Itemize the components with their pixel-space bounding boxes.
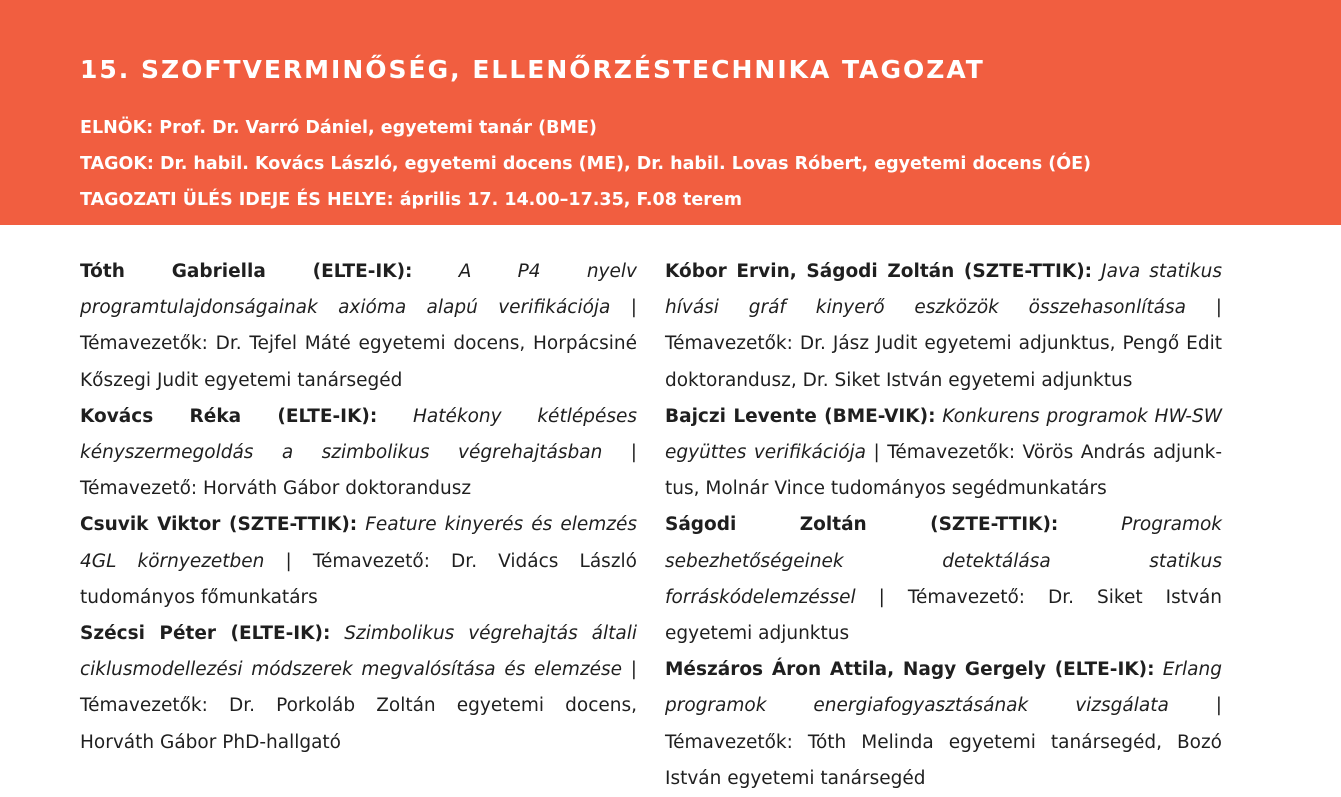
chair-line	[80, 116, 597, 140]
presentation-entry	[80, 399, 637, 508]
presentation-entry	[80, 254, 637, 399]
presentation-entry	[80, 616, 637, 761]
entry-author: Szécsi Péter (ELTE-IK):	[80, 623, 331, 645]
entry-supervisors: | Témavezetők: Vörös András adjunktus, Molnár Vince tudományos segédmunkatárs	[665, 442, 1222, 500]
entry-author: Mészáros Áron Attila, Nagy Gergely (ELTE-IK):	[665, 659, 1155, 681]
section-title: 15. SZOFTVERMINŐSÉG, ELLENŐRZÉSTECHNIKA TAGOZAT	[80, 55, 985, 84]
presentation-entry	[665, 399, 1222, 508]
chair-value: Prof. Dr. Varró Dániel, egyetemi tanár (BME)	[159, 118, 597, 138]
entry-author: Tóth Gabriella (ELTE-IK):	[80, 261, 413, 282]
entry-author: Ságodi Zoltán (SZTE-TTIK):	[665, 514, 1059, 536]
entry-supervisors: | Témavezető: Dr. Siket István egyetemi adjunktus	[665, 586, 1222, 645]
entry-title: Konkurens programok HW-SW együttes verifikációja	[665, 405, 1223, 464]
entry-title: Feature kinyerés és elemzés 4GL környezetben	[80, 514, 637, 572]
entry-title: Hatékony kétlépéses kényszermegoldás a szimbolikus végrehajtásban	[80, 405, 638, 464]
entry-supervisors: | Témavezetők: Dr. Tejfel Máté egyetemi docens, Horpácsiné Kőszegi Judit egyetemi tanársegéd	[80, 297, 637, 391]
entry-title: Programok sebezhetőségeinek detektálása statikus forráskódelemzéssel	[665, 514, 1222, 608]
entry-supervisors: | Témavezető: Dr. Vidács László tudományos főmunkatárs	[80, 550, 637, 608]
session-label: TAGOZATI ÜLÉS IDEJE ÉS HELYE:	[80, 190, 394, 210]
presentation-entry	[665, 254, 1222, 399]
entry-supervisors: | Témavezetők: Tóth Melinda egyetemi tanársegéd, Bozó István egyetemi tanársegéd	[665, 695, 1222, 789]
members-label: TAGOK:	[80, 154, 154, 174]
entry-author: Csuvik Viktor (SZTE-TTIK):	[80, 514, 358, 536]
entry-supervisors: | Témavezetők: Dr. Porkoláb Zoltán egyetemi docens, Horváth Gábor PhD-hallgató	[80, 659, 637, 753]
members-line	[80, 152, 1091, 176]
entry-supervisors: | Témavezető: Horváth Gábor doktorandusz	[80, 442, 637, 500]
entry-title: Java statikus hívási gráf kinyerő eszközök összehasonlítása	[665, 261, 1222, 319]
presentation-entry	[80, 507, 637, 616]
entry-supervisors: | Témavezetők: Dr. Jász Judit egyetemi adjunktus, Pengő Edit doktorandusz, Dr. Siket István egyetemi adjunktus	[665, 297, 1222, 391]
session-line	[80, 188, 742, 212]
left-column	[80, 254, 637, 761]
presentation-entry	[665, 652, 1222, 797]
entry-author: Kóbor Ervin, Ságodi Zoltán (SZTE-TTIK):	[665, 261, 1093, 282]
members-value: Dr. habil. Kovács László, egyetemi docens (ME), Dr. habil. Lovas Róbert, egyetemi docens (ÓE)	[160, 154, 1092, 174]
entry-author: Bajczi Levente (BME-VIK):	[665, 405, 936, 427]
section-header	[0, 0, 1341, 225]
right-column	[665, 254, 1222, 797]
session-value: április 17. 14.00–17.35, F.08 terem	[399, 190, 742, 210]
entry-title: Szimbolikus végrehajtás általi ciklusmodellezési módszerek megvalósítása és elemzése	[80, 623, 637, 681]
entry-title: A P4 nyelv programtulajdonságainak axióma alapú verifikációja	[80, 261, 637, 319]
presentation-entry	[665, 507, 1222, 652]
chair-label: ELNÖK:	[80, 118, 154, 138]
entry-author: Kovács Réka (ELTE-IK):	[80, 405, 378, 427]
entry-title: Erlang programok energiafogyasztásának vizsgálata	[665, 659, 1222, 717]
